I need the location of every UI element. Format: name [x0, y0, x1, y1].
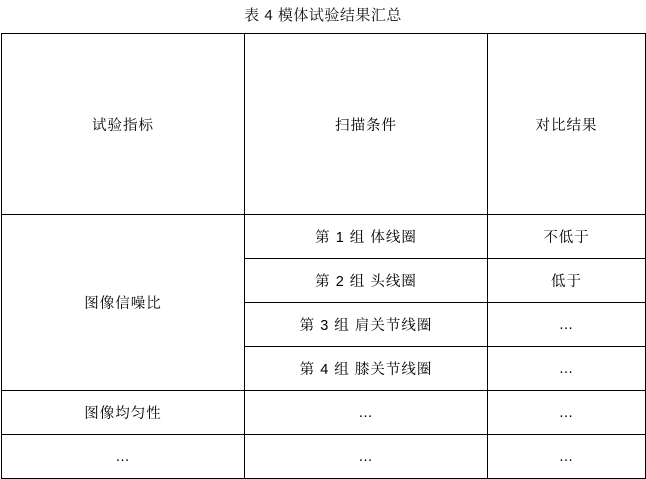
- row-result: …: [488, 303, 646, 347]
- table-row: [2, 391, 646, 435]
- column-header-condition: 扫描条件: [245, 34, 488, 215]
- table-row: [2, 435, 646, 479]
- row-result: 低于: [488, 259, 646, 303]
- row-indicator-uniformity: 图像均匀性: [2, 391, 245, 435]
- row-result: …: [488, 347, 646, 391]
- row-condition: …: [245, 435, 488, 479]
- row-indicator-more: …: [2, 435, 245, 479]
- column-header-result: 对比结果: [488, 34, 646, 215]
- row-result: 不低于: [488, 215, 646, 259]
- row-result: …: [488, 391, 646, 435]
- row-condition: 第 2 组 头线圈: [245, 259, 488, 303]
- row-condition: 第 1 组 体线圈: [245, 215, 488, 259]
- row-condition: 第 3 组 肩关节线圈: [245, 303, 488, 347]
- row-condition: …: [245, 391, 488, 435]
- table-row: [2, 215, 646, 259]
- table-caption: 表 4 模体试验结果汇总: [244, 7, 402, 24]
- table-header-row: [2, 34, 646, 215]
- row-indicator-snr: 图像信噪比: [2, 215, 245, 391]
- row-condition: 第 4 组 膝关节线圈: [245, 347, 488, 391]
- column-header-indicator: 试验指标: [2, 34, 245, 215]
- row-result: …: [488, 435, 646, 479]
- results-table: [1, 33, 646, 479]
